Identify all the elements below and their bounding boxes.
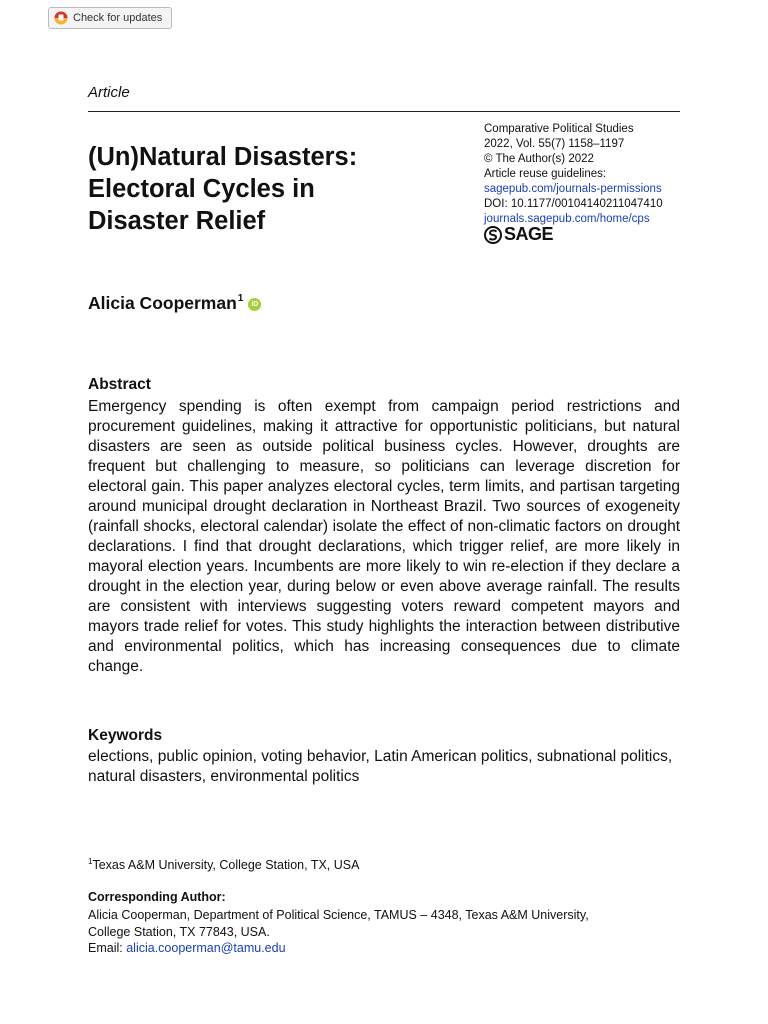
journal-volume: 2022, Vol. 55(7) 1158–1197 xyxy=(484,138,625,150)
abstract-heading: Abstract xyxy=(88,376,151,393)
journal-info xyxy=(484,122,684,227)
sage-wordmark: SAGE xyxy=(504,224,554,244)
corresponding-address-line: College Station, TX 77843, USA. xyxy=(88,924,270,939)
footnote-text: Texas A&M University, College Station, TX, USA xyxy=(92,858,360,873)
abstract-text: Emergency spending is often exempt from campaign period restrictions and procurement guidelines, making it attractive for opportunistic politicians, but natural disasters are seen as outside political business cycles. However, droughts are frequent but challenging to measure, so politicians can leverage discretion for electoral gain. This paper analyzes electoral cycles, term limits, and partisan targeting around municipal drought declaration in Northeast Brazil. Two sources of exogeneity (rainfall shocks, electoral calendar) isolate the effect of non-climatic factors on drought declarations. I find that drought declarations, which trigger relief, are more likely in mayoral election years. Incumbents are more likely to win re-election if they declare a drought in the election year, during below or even above average rainfall. The results are consistent with interviews suggesting voters reward competent mayors and mayors trade relief for votes. This study highlights the interaction between distributive and environmental politics, which has increasing consequences due to climate change. xyxy=(88,398,680,675)
footnote-mark: 1 xyxy=(88,857,93,866)
corresponding-author-heading: Corresponding Author: xyxy=(88,890,226,904)
reuse-guidelines: Article reuse guidelines: xyxy=(484,168,607,180)
doi: DOI: 10.1177/00104140211047410 xyxy=(484,198,663,210)
sage-logo xyxy=(484,224,553,245)
keywords-heading: Keywords xyxy=(88,727,163,744)
check-for-updates-button[interactable] xyxy=(48,7,172,29)
title-line: Electoral Cycles in xyxy=(88,175,315,203)
orcid-icon[interactable]: iD xyxy=(248,298,261,311)
corresponding-author-details xyxy=(88,907,688,957)
copyright: © The Author(s) 2022 xyxy=(484,153,594,165)
article-type-label: Article xyxy=(88,84,130,101)
check-for-updates-label: Check for updates xyxy=(73,12,163,24)
permissions-link[interactable]: sagepub.com/journals-permissions xyxy=(484,183,662,195)
journal-name: Comparative Political Studies xyxy=(484,123,634,135)
email-link[interactable]: alicia.cooperman@tamu.edu xyxy=(126,941,286,955)
keywords-text: elections, public opinion, voting behavior, Latin American politics, subnational politics, natural disasters, environmental politics xyxy=(88,748,673,785)
title-line: (Un)Natural Disasters: xyxy=(88,143,358,171)
paper-title xyxy=(88,141,458,237)
sage-emblem-icon xyxy=(484,226,502,244)
author-name: Alicia Cooperman xyxy=(88,293,237,313)
affiliation-mark: 1 xyxy=(237,293,244,304)
journal-home-link[interactable]: journals.sagepub.com/home/cps xyxy=(484,213,650,225)
affiliation-footnote xyxy=(88,857,359,872)
crossmark-icon xyxy=(54,11,68,25)
title-line: Disaster Relief xyxy=(88,207,266,235)
header-rule xyxy=(88,111,680,112)
author-line xyxy=(88,293,261,314)
corresponding-address-line: Alicia Cooperman, Department of Political Science, TAMUS – 4348, Texas A&M University, xyxy=(88,908,589,922)
email-label: Email: xyxy=(88,941,123,955)
